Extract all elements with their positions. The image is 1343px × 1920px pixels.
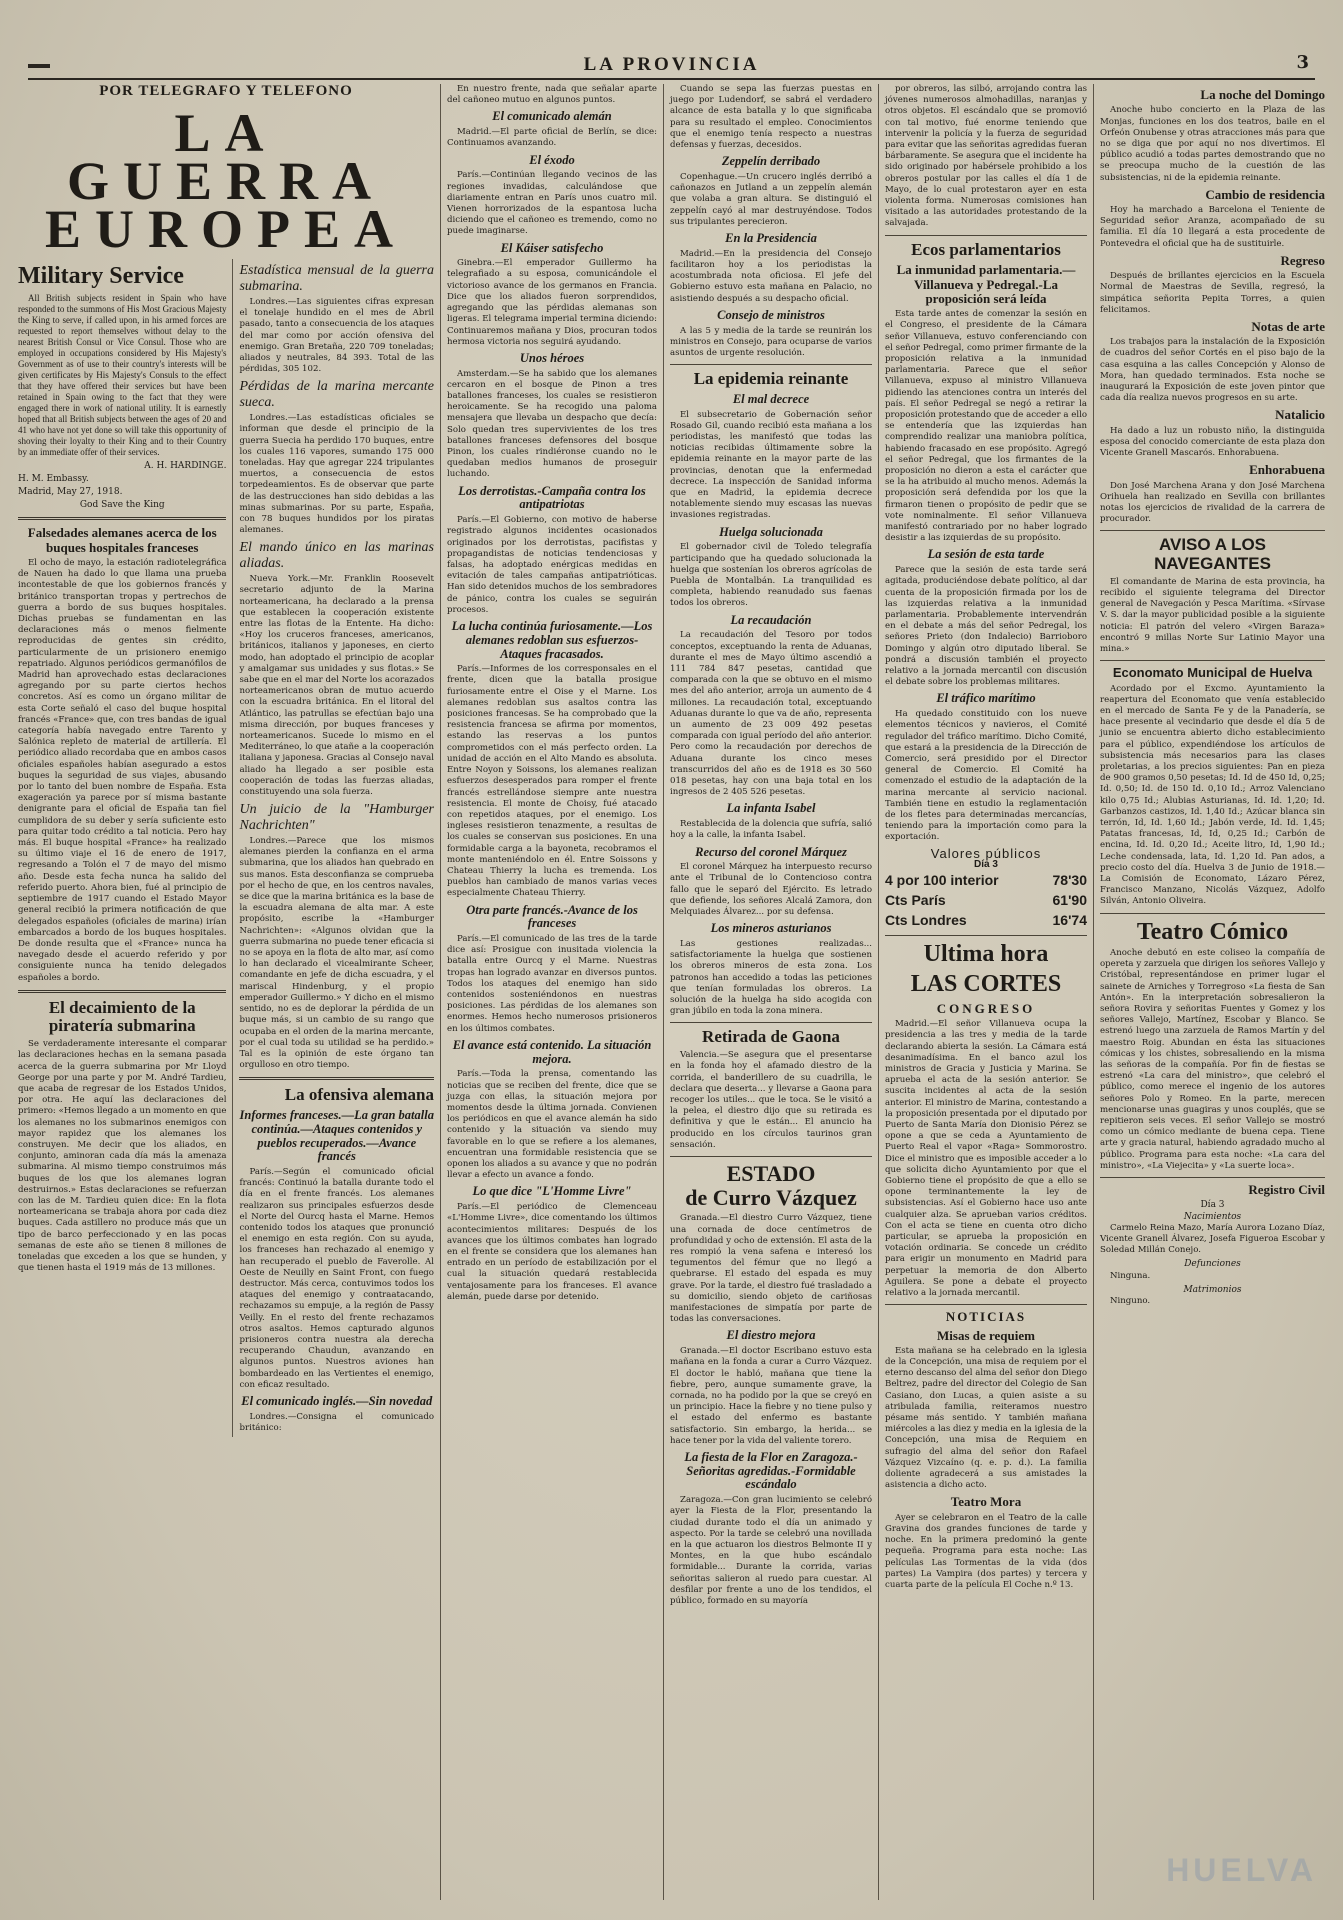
article-body: El gobernador civil de Toledo telegrafía participando que ha quedado solucionada la huelga que sostenían los obreros agrícolas de Puebla de Montalbán. La tranquilidad es completa, habiendo reanudado sus faenas todos los obreros. bbox=[670, 542, 872, 609]
article-body: La recaudación del Tesoro por todos conceptos, exceptuando la renta de Aduanas, durante el mes de Mayo último ascendió a 111 784 847 pesetas, cantidad que comparada con la que se obtuvo en el mismo mes del año anterior, arroja un aumento de 4 millones. La recaudación total, exceptuando Aduanas durante lo que va de año, representa un aumento de 23 009 492 pesetas comparada con igual período del año anterior. Pero como la recaudación por derechos de Aduana durante los cinco meses transcurridos del año es de 1918 es 30 560 018 pesetas, hay con una baja total en los ingresos de 2 405 526 pesetas. bbox=[670, 630, 872, 798]
divider bbox=[885, 1304, 1087, 1305]
divider bbox=[1100, 660, 1325, 661]
article-title: Consejo de ministros bbox=[717, 307, 825, 322]
article-body: All British subjects resident in Spain who have responded to the summons of His Most Gracious Majesty the King to serve, if called upon, in his armed forces are requested to report themselves without delay to the nearest British Consul or Vice Consul. Those who are employed in occupations considered by His Majesty's Government as of use to their country's interests will be given certificates by His Majesty's Consuls to the effect that they have offered their services but have been retained in Spain owing to the fact that they were engaged there in work of national utility. It is earnestly hoped that all British subjects between the ages of 20 and 41 who have not yet done so will take this opportunity of shoving their loyalty to their King and to their Country by an immediate offer of their services. bbox=[18, 292, 227, 457]
stock-values bbox=[885, 845, 1087, 930]
divider bbox=[1100, 1177, 1325, 1178]
stock-row bbox=[885, 870, 1087, 890]
article-title: Ecos parlamentarios bbox=[911, 239, 1061, 259]
article-title: Natalicio bbox=[1275, 407, 1325, 423]
article-body: Nueva York.—Mr. Franklin Roosevelt secretario adjunto de la Marina norteamericana, ha declarado a la prensa que establecen la cooperación existente entre las flotas de la Entente. Ha dicho: «Hoy los cruceros franceses, americanos, británicos, italianos y japoneses, en cierto modo, han adoptado el principio de acoplar y amalgamar sus unidades y sus flotas.» Se sabe que en el mar del Norte los acorazados norteamericanos obran de mutuo acuerdo con la escuadra británica. En el litoral del Atlántico, las patrullas se efectúan bajo una misma dirección, por buques franceses y norteamericanos. Sucede lo mismo en el Mediterráneo, lo que atañe a la cooperación italiana y japonesa. Gracias al Consejo naval aliado ha llegado a ser posible esta cooperación de todas las fuerzas aliadas, constituyendo una sola fuerza. bbox=[239, 574, 434, 798]
article-title-line1: ESTADO bbox=[726, 1160, 816, 1186]
section-kicker: POR TELEGRAFO Y TELEFONO bbox=[99, 84, 353, 99]
article-title: La epidemia reinante bbox=[693, 369, 849, 389]
article-title: La fiesta de la Flor en Zaragoza.-Señoritas agredidas.-Formidable escándalo bbox=[684, 1449, 858, 1492]
column-1b bbox=[233, 259, 434, 1437]
article-title: El comunicado alemán bbox=[492, 109, 612, 124]
article-title: En la Presidencia bbox=[725, 230, 817, 245]
stock-values-date: Día 3 bbox=[974, 858, 998, 870]
article-title: El mando único en las marinas aliadas. bbox=[239, 540, 434, 571]
article-title: El éxodo bbox=[529, 152, 575, 167]
article-title: Huelga solucionada bbox=[719, 524, 823, 539]
article-title: Regreso bbox=[1280, 252, 1325, 268]
registry-section: Defunciones bbox=[1184, 1259, 1241, 1270]
article-title: NOTICIAS bbox=[945, 1309, 1027, 1325]
article-body: Anoche debutó en este coliseo la compañía de opereta y zarzuela que dirigen los señores Vallejo y Cristóbal, representándose en primer lugar el sainete de Arniches y Torregroso «La fiesta de San Antón». En la interpretación sobresalieron la señora Rovira y señoritas Fuentes y Gomez y los señores Vallejo, Martínez, Escobar y Blanco. Se estrenó luego una zarzuela de Ramos Martín y del maestro Roig. Abundan en ésta las situaciones cómicas y los chistes, sobresaliendo en la misma las señoras de la compañía. Por fin de fiestas se estrenó «La cara del ministro», que celebró el público, como merece el ingenio de los autores señores Polo y Romeo. En la parte, merecen mencionarse unas guagiras y unos couplés, que se repitieron seis veces. El señor Vallejo se mostró como un cómico mediante de buena cepa. Tiene arte y gracia natural, habiendo agradado mucho al público. Programa para esta noche: «La cara del ministro», «La Viejecita» y «La suerte loca». bbox=[1100, 948, 1325, 1171]
article-body: París.—Según el comunicado oficial francés: Continuó la batalla durante todo el día en el frente francés. Los alemanes realizaron sus principales esfuerzos desde el Norte del Ourcq hasta el Marne. Hemos contenido todos los ataques que pronunció el enemigo en esta región. Con su ayuda, los franceses han rechazado al enemigo y han recuperado el pueblo de Faverolle. Al Oeste de Neuilly en Saint Front, con fuego destructor. Más cerca, contuvimos todos los ataques del enemigo y contraatacando, rechazamos su empuje, a la región de Passy Veilly. En el resto del frente rechazamos otros asaltos. Hemos capturado algunos prisioneros contra nuestra ala derecha recuperando Chaudun, avanzando en algunos puntos. Nuestros aviones han bombardeado en las Vertientes el enemigo, con eficaz resultado. bbox=[239, 1167, 434, 1390]
signature-office: H. M. Embassy. bbox=[18, 473, 89, 484]
column-3 bbox=[664, 84, 879, 1900]
article-body: El ocho de mayo, la estación radiotelegráfica de Nauen ha dado lo que llama una prueba incontestable de que los gobiernos francés y británico transportan tropas y pertrechos de guerra a bordo de sus buques hospitales. Dichas pruebas se fundamentan en las declaraciones más o menos fielmente reproducidas de gentes sin crédito, particularmente de un prisionero enemigo repatriado. Algunos periódicos germanófilos de Madrid han aprovechado estas declaraciones agregando por su parte ciertos hechos concretos. Así es como un órgano militar de esta Corte señaló el caso del buque hospital francés «France» que, con tres bandas de igual categoría había navegado entre Tarento y Salónica repleto de material de artillería. El periódico aliado recordaba que en ambos casos oficiales españoles habían asegurado a estos buques la seguridad de sus viajes, abusando por lo tanto del buen nombre de España. Esta exageración ya parece por sí misma bastante denigrante para el oficial de España tan fiel cumplidora de su deber y sería suficiente esto para quitar todo crédito a tal noticia. Pero hay más. El buque hospital «France» ha realizado su último viaje el 16 de enero de 1917, regresando a Tolón el 7 de mayo del mismo año. Desde esta fecha nunca ha salido del referido puerto. Ahora bien, fué al principio de septiembre de 1917 cuando el Estado Mayor general recibió la primera notificación de que delegados españoles (oficiales de marina) irían embarcados a bordo de los buques hospitales. De donde resulta que el «France» nunca ha navegado desde el acuerdo referido y por consiguiente nunca ha tenido delegados españoles a bordo. bbox=[18, 558, 227, 983]
article-title: La ofensiva alemana bbox=[284, 1085, 434, 1105]
article-body: París.—Informes de los corresponsales en el frente, dicen que la batalla prosigue furiosamente entre el Oise y el Marne. Los alemanes redoblan sus asaltos contra las posiciones francesas. Se ha comprobado que la resistencia francesa se afirma por momentos, estando las reservas a los puntos comprometidos con el más perfecto orden. La unidad de acción en el Alto Mando es absoluta. Entre Noyon y Soissons, los alemanes realizan esfuerzos desesperados para romper el frente francés estrellándose siempre ante nuestra resistencia. El monte de Choisy, fué atacado con repetidos ataques, por el enemigo. Los ingleses resistieron tenazmente, a resultas de los cuales se conservan sus posiciones. En una formidable carga a la bayoneta, recobramos el monte manteniéndolo en él. Entre Soissons y Chateau Thierry la lucha es tremenda. Los pueblos han cambiado de manos varias veces especialmente Chateau Thierry. bbox=[447, 664, 657, 899]
article-body: Copenhague.—Un crucero inglés derribó a cañonazos en Jutland a un zeppelín alemán que volaba a gran altura. Se distinguió el zeppelín cayó al mar destruyéndose. Todos sus tripulantes perecieron. bbox=[670, 171, 872, 227]
column-2 bbox=[441, 84, 664, 1900]
article-title: Falsedades alemanes acerca de los buques hospitales franceses bbox=[27, 525, 217, 555]
article-title: Zeppelín derribado bbox=[721, 154, 821, 169]
article-body: Cuando se sepa las fuerzas puestas en juego por Ludendorf, se sabrá el verdadero alcance de esta batalla y lo que significaba para su resultado el empleo. Conocimientos que el enemigo tenía respecto a nuestras defensas y fuerzas, decesidos. bbox=[670, 84, 872, 151]
article-body: Valencia.—Se asegura que el presentarse en la fonda hoy el afamado diestro de la corrida, el banderillero de su cuadrilla, le declara que deserta... y llevarse a Gaona para recoger los utiles... que le toca. Se le visitó a la pelea, el diestro dijo que su retirada es definitiva y que le están... El anuncio ha producido en los círculos taurinos gran sensación. bbox=[670, 1050, 872, 1150]
columns bbox=[12, 84, 1331, 1900]
divider bbox=[670, 364, 872, 365]
article-body: Parece que la sesión de esta tarde será agitada, produciéndose debate político, al dar cuenta de la proposición firmada por los de las izquierdas relativa a la inmunidad parlamentaria. Probablemente intervendrán en el debate a más del señor Pedregal, los señores Prieto (don Indalecio) Barrioboro Domingo y algún otro diputado liberal. Se pondrá a discusión también el proyecto relativo a la jornada mercantil con discusión el debate sobre los problemas militares. bbox=[885, 565, 1087, 688]
stock-row bbox=[885, 890, 1087, 910]
divider bbox=[18, 990, 226, 993]
article-title: AVISO A LOS NAVEGANTES bbox=[1154, 535, 1271, 574]
article-title: Military Service bbox=[18, 263, 184, 290]
article-title: Otra parte francés.-Avance de los franceses bbox=[466, 902, 638, 931]
article-body: El coronel Márquez ha interpuesto recurso ante el Tribunal de lo Contencioso contra fallo que le separó del Ejército. Es letrado que defiende, los señores Alcalá Zamora, don Melquiades Álvarez... por su defensa. bbox=[670, 862, 872, 918]
article-title: Economato Municipal de Huelva bbox=[1112, 665, 1313, 681]
divider bbox=[670, 1022, 872, 1023]
article-body: París.—El comunicado de las tres de la tarde dice así: Prosigue con inusitada violencia la batalla entre Ourcq y el Marne. Nuestras tropas han logrado avanzar en diversos puntos. Todos los ataques del enemigo han sido contenidos sosteniéndonos en nuestras posiciones. Las pérdidas de los alemanes son enormes. Hemos hecho numerosos prisioneros en los últimos combates. bbox=[447, 934, 657, 1034]
registry-section: Nacimientos bbox=[1183, 1211, 1242, 1222]
main-headline-line2: EUROPEA bbox=[44, 199, 407, 260]
masthead bbox=[28, 52, 1315, 80]
article-title: Unos héroes bbox=[519, 350, 585, 365]
stock-row bbox=[885, 910, 1087, 930]
article-body: El subsecretario de Gobernación señor Rosado Gil, cuando recibió esta mañana a los periodistas, les manifestó que todas las noticias recibidas últimamente sobre la epidemia reinante en la mayor parte de las provincias, denotan que la enfermedad decrece. La inspección de Sanidad informa que en Madrid, la epidemia decrece notablemente siendo muy escasas las nuevas invasiones registradas. bbox=[670, 409, 872, 521]
stock-label: Cts Londres bbox=[885, 912, 967, 929]
article-subtitle: LAS CORTES bbox=[910, 971, 1062, 998]
paper-name: LA PROVINCIA bbox=[583, 54, 760, 75]
article-body: Ninguno. bbox=[1110, 1296, 1151, 1306]
article-body: Madrid.—En la presidencia del Consejo facilitaron hoy a los periodistas la acostumbrada nota oficiosa. El jefe del Gobierno estuvo esta mañana en Palacio, no asistiendo después a su despacho oficial. bbox=[670, 248, 872, 304]
main-headline-line1: LA GUERRA bbox=[66, 103, 385, 212]
article-title: Cambio de residencia bbox=[1205, 186, 1325, 202]
article-title: Registro Civil bbox=[1248, 1182, 1325, 1198]
article-body: Esta mañana se ha celebrado en la iglesia de la Concepción, una misa de requiem por el eterno descanso del alma del señor don Diego Beltrez, padre del director del Colegio de San Casiano, don Lucas, a quien asiste a su atribulada familia, reiteramos nuestro pésame más sentido. Y también mañana miércoles a las diez y media en la iglesia de la Concepción, una misa de Requiem en sufragio del alma del señor don Rafael Vázquez Vizcaíno (q. e. p. d.). La familia doliente agradecerá a sus amistades la asistencia a dicho acto. bbox=[885, 1345, 1087, 1491]
article-title-line2: de Curro Vázquez bbox=[685, 1185, 857, 1211]
archive-watermark: HUELVA bbox=[1166, 1852, 1317, 1888]
article-title: La sesión de esta tarde bbox=[927, 547, 1045, 562]
page-number: 3 bbox=[1296, 52, 1309, 73]
article-body: París.—Continúan llegando vecinos de las regiones invadidas, calculándose que diariamente entran en París unos cuatro mil. Vienen horrorizados de la espantosa lucha diciendo que el cañoneo es tremendo, como no puede imaginarse. bbox=[447, 170, 657, 237]
article-title: Ultima hora bbox=[923, 941, 1049, 968]
article-body: Ayer se celebraron en el Teatro de la calle Gravina dos grandes funciones de tarde y noche. En la primera predominó la gente pequeña. Programa para esta noche: Las películas Las Tormentas de la vida (dos partes) La Vampira (dos partes) y tercera y cuarta parte de la película El Coche n.º 13. bbox=[885, 1512, 1087, 1590]
divider bbox=[670, 1156, 872, 1157]
article-body: Acordado por el Excmo. Ayuntamiento la reapertura del Economato que venía establecido en el mercado de Santa Fe y de la Panadería, se hace presente al vecindario que desde el día 5 de junio se encuentra abierto dicho establecimiento para el público, expendiéndose los artículos de subsistencia más necesarios para las clases proletarias, a los precios siguientes: Pan en pieza de 900 gramos 0,50 pesetas; Id. Id de 450 Id, 0,25; Id. 0,50; Id. de 150 Id. 0,10 Id.; Arroz Valenciano kilo 0,75 Id.; Alubias Asturianas, Id. Id. 1,20; Id. Garbanzos castizos, Id. 1,40 Id.; Azúcar blanca sin terrón, Id, Id. 1,60 Id.; Jabón verde, Id. Id. 1,45; Patatas francesas, Id, Id, 0,25 Id.; Carbón de encina, Id. Id. 0,20 Id.; Aceite litro, Id, 1,90 Id.; Leche condensada, lata, Id. 1,20 Id. Pan ados, a precio costo del día. Huelva 3 de Junio de 1918.—La Comisión de Economato, Lázaro Pérez, Francisco Manzano, Nicolás Vázquez, Adolfo Silván, Antonio Oliveira. bbox=[1100, 683, 1325, 907]
masthead-rule bbox=[28, 64, 50, 68]
article-body: Londres.—Consigna el comunicado británico: bbox=[239, 1411, 434, 1434]
divider bbox=[18, 517, 226, 520]
article-body: En nuestro frente, nada que señalar aparte del cañoneo mutuo en algunos puntos. bbox=[447, 84, 657, 106]
article-title: Estadística mensual de la guerra submarina. bbox=[239, 263, 434, 294]
column-1a bbox=[18, 259, 233, 1437]
divider bbox=[1100, 530, 1325, 531]
article-body: Ginebra.—El emperador Guillermo ha telegrafiado a su esposa, comunicándole el victorioso avance de los germanos en Francia. Dice que los aliados fueron sorprendidos, agregando que las pérdidas alemanas son ligeras. El telegrama imperial termina diciendo: Continuaremos mañana y Dios, procuran todos hermosa victoria nos seguirá ayudando. bbox=[447, 258, 657, 347]
article-body: París.—Toda la prensa, comentando las noticias que se reciben del frente, dice que se juzga con ellas, la situación mejora por momentos desde la última jornada. Convienen los periódicos en que el avance alemán ha sido contenido y la situación va siendo muy favorable en lo que se refiere a los alemanes, encuentran una formidable resistencia que se oponen los aliados a su avance y que no podrán llevar a efecto un avance a fondo. bbox=[447, 1069, 657, 1181]
stock-value: 16'74 bbox=[1052, 912, 1087, 929]
article-body: El comandante de Marina de esta provincia, ha recibido el siguiente telegrama del Director general de Navegación y Pesca Marítima. «Sírvase V. S. dar la mayor publicidad posible a la siguiente noticia: El patrón del velero «Virgen Baraza» encontró 9 millas Norte Sur Latinio Mayor una mina.» bbox=[1100, 576, 1325, 655]
signature-date: Madrid, May 27, 1918. bbox=[18, 487, 123, 497]
divider bbox=[885, 935, 1087, 936]
article-body: Ha dado a luz un robusto niño, la distinguida esposa del conocido comerciante de esta plaza don Vicente Granell Mascarós. Enhorabuena. bbox=[1100, 425, 1325, 459]
article-title: El Káiser satisfecho bbox=[500, 240, 604, 255]
divider bbox=[1100, 913, 1325, 914]
article-title: La infanta Isabel bbox=[726, 801, 816, 816]
article-title: Teatro Mora bbox=[950, 1494, 1022, 1510]
article-body: Carmelo Reina Mazo, María Aurora Lozano Díaz, Vicente Granell Álvarez, Josefa Figueroa Escobar y Soledad Millán Conejo. bbox=[1100, 1222, 1325, 1256]
article-title: La noche del Domingo bbox=[1200, 87, 1325, 102]
article-body: Esta tarde antes de comenzar la sesión en el Congreso, el presidente de la Cámara señor Villanueva, estuvo conferenciando con el señor Pedregal, como primer firmante de la proposición relativa a la inmunidad parlamentaria. Parece que el señor Villanueva, expuso al ministro Villanueva pidiendo las atenciones contra un interés del país. El señor Pedregal se negó a retirar la proposición protestando que de acceder a ello se entendería que las izquierdas han comprendido realizar una maniobra política, habiendo fracasado en ese propósito. Agregó el señor Pedregal, que los firmantes de la proposición no dieron a esta el carácter que se la ha atribuido al mucho menos. Además la proposición será defendida por los que la firmaron tienen o propósito de pedir que se vote nominalmente. El señor Villanueva manifestó contrariado por no haber logrado desistir a las izquierdas de su propósito. bbox=[885, 309, 1087, 544]
article-title: Lo que dice "L'Homme Livre" bbox=[472, 1184, 632, 1199]
article-body: Amsterdam.—Se ha sabido que los alemanes cercaron en el bosque de Pinon a tres batallones franceses, los cuales se resistieron heroicamente. Se ha recogido una paloma mensajera que llevaba un despacho que decía: Solo quedan tres supervivientes de los tres batallones franceses defensores del bosque Pinon, los cuales rindiéronse cuando no le quedaban medios humanos de proseguir luchando. bbox=[447, 368, 657, 480]
divider bbox=[885, 235, 1087, 236]
article-body: Don José Marchena Arana y don José Marchena Orihuela han realizado en Sevilla con brillantes notas los ejercicios de rivalidad de la carrera de procurador. bbox=[1100, 480, 1325, 525]
article-subtitle: El mal decrece bbox=[732, 391, 810, 406]
article-body: París.—El periódico de Clemenceau «L'Homme Livre», dice comentando los últimos acontecimientos militares: Después de los avances que los últimos combates han logrado en el frente se considera que los alemanes han entrado en un período de estabilización por el cual la situación quedará restablecida ventajosamente para los franceses. El avance alemán, puede darse por detenido. bbox=[447, 1202, 657, 1302]
article-body: Ha quedado constituido con los nueve elementos técnicos y navieros, el Comité regulador del tráfico marítimo. Dicho Comité, que estará a la presidencia de la Dirección de Comercio, será presidido por el Director general de Comercio. El Comité ha comenzado el estudio de la adaptación de la marina mercante al servicio nacional. También tiene en estudio la reglamentación de los fletes para determinadas mercancías, teniendo para la importación como para la exportación. bbox=[885, 709, 1087, 843]
stock-label: 4 por 100 interior bbox=[885, 872, 999, 889]
main-headline bbox=[18, 103, 434, 260]
column-5 bbox=[1094, 84, 1331, 1900]
article-body: Restablecida de la dolencia que sufría, salió hoy a la calle, la infanta Isabel. bbox=[670, 819, 872, 841]
registry-section: Matrimonios bbox=[1183, 1284, 1242, 1295]
article-body: Madrid.—El parte oficial de Berlín, se dice: Continuamos avanzando. bbox=[447, 127, 657, 149]
article-title: La lucha continúa furiosamente.—Los alemanes redoblan sus esfuerzos-Ataques fracasados. bbox=[451, 619, 653, 661]
article-title: El tráfico marítimo bbox=[936, 691, 1036, 706]
article-body: Londres.—Las siguientes cifras expresan el tonelaje hundido en el mes de Abril pasado, tanto a consecuencia de los ataques del mar como por acción ofensiva del enemigo. Gran Bretaña, 220 709 toneladas; aliados y neutrales, 84 393. Total de las pérdidas, 305 102. bbox=[239, 296, 434, 375]
article-body: por obreros, las silbó, arrojando contra las jóvenes numerosos almohadillas, naranjas y otros objetos. El escándalo que se promovió con tal motivo, fué enorme teniendo que intervenir la policía y la fuerza de seguridad para evitar que las señoritas agredidas fueran bárbaramente. Se asegura que el incidente ha sido originado por habérsele prohibido a los obreros postular por las calles el día 1 de Mayo, de lo cual protestaron ayer en esta violenta forma. Numerosas comisiones han visitado a las autoridades protestando de la salvajada. bbox=[885, 84, 1087, 229]
article-title: Los derrotistas.-Campaña contra los antipatriotas bbox=[458, 483, 646, 512]
article-title: Enhorabuena bbox=[1249, 462, 1325, 478]
article-subtitle: Misas de requiem bbox=[937, 1327, 1035, 1343]
article-title: El decaimiento de la piratería submarina bbox=[48, 997, 196, 1036]
article-title: Pérdidas de la marina mercante sueca. bbox=[239, 379, 434, 410]
article-body: Hoy ha marchado a Barcelona el Teniente de Seguridad señor Aranza, acompañado de su familia. El día 10 llegará a esta procedente de Pontevedra el oficial que ha de sustituirle. bbox=[1100, 205, 1325, 249]
article-subtitle: Informes franceses.—La gran batalla continúa.—Ataques contenidos y pueblos recuperados.—Avance francés bbox=[239, 1108, 434, 1164]
article-title: Retirada de Gaona bbox=[702, 1027, 840, 1047]
article-title: Un juicio de la "Hamburger Nachrichten" bbox=[239, 802, 434, 833]
article-body: Después de brillantes ejercicios en la Escuela Normal de Maestras de Sevilla, regresó, la simpática señorita Pepita Torres, a quien felicitamos. bbox=[1100, 271, 1325, 315]
article-title: El comunicado inglés.—Sin novedad bbox=[241, 1394, 433, 1409]
column-1 bbox=[12, 84, 441, 1900]
article-body: Madrid.—El señor Villanueva ocupa la presidencia a las tres y media de la tarde declarando abierta la sesión. La Cámara está desanimadísima. En el banco azul los ministros de Gracia y Justicia y Marina. Se aprueba el acta de la sesión anterior. Se suscita incidentes al acta de la sesión anterior. El ministro de Marina, contestando a la proposición presentada por el diputado por Puerto de Santa María don Dionisio Pérez se opone a que se ceda a Ayuntamiento de Puerto Real el vapor «Raga» Sommorostro. Dice el ministro que es imposible acceder a lo que solicita dicho Ayuntamiento por que el Gobierno tiene el propósito de que a ello se opone terminantemente la ley de subsistencias. Así el Gobierno hace uso ante cualquier alza. Se aprueban varios créditos. Con el acta se tiene en cuenta otro dicho particular, se aprueba la proposición en votación ordinaria. Se concede un crédito para erigir un monumento en Madrid para perpetuar la memoria de don Alberto Aguilera. Se pone a debate el proyecto relativo a la jornada mercantil. bbox=[885, 1019, 1087, 1299]
article-title bbox=[670, 1162, 872, 1210]
article-title: Los mineros asturianos bbox=[710, 921, 832, 936]
stock-values-title: Valores públicos bbox=[930, 845, 1042, 861]
article-title: Recurso del coronel Márquez bbox=[695, 844, 847, 859]
article-title: Notas de arte bbox=[1251, 318, 1325, 334]
signature: A. H. HARDINGE. bbox=[144, 460, 227, 471]
article-title: El avance está contenido. La situación mejora. bbox=[452, 1037, 652, 1066]
stock-label: Cts París bbox=[885, 892, 946, 909]
article-body: Los trabajos para la instalación de la Exposición de cuadros del señor Cortés en el piso bajo de la casa esquina a las calles Concepción y Alonso de Mora, han quedado terminados. Esta noche se inaugurará la Exposición de este joven pintor que cada día realiza nuevos progresos en su arte. bbox=[1100, 337, 1325, 404]
divider bbox=[239, 1077, 434, 1080]
signature-closing: God Save the King bbox=[79, 500, 165, 511]
article-body: Londres.—Parece que los mismos alemanes pierden la confianza en el arma submarina, que los aliados han quebrado en sus manos. Esta desconfianza se comprueba por el hecho de que, en los centros navales, se dice que la marina británica es la base de la escuadra alemana de alta mar. A este propósito, escribe la «Hamburger Nachrichten»: «Algunos olvidan que la guerra submarina no puede tener eficacia si no se apoya en la flota de alto mar, así como lo han declarado el vicealmirante Scheer, comandante en jefe de dicha escuadra, y el mariscal Hindenburg, y el propio emperador Guillermo.» Y dicho en el mismo sentido, no es de deplorar la pérdida de un buque más, si un cambio de su rango que ocupaba en el orden de la marina mercante, por el cual toda su utilidad se ha perdido.» Tal es la opinión de este órgano tan orgulloso en otro tiempo. bbox=[239, 836, 434, 1071]
article-body: Granada.—El diestro Curro Vázquez, tiene una cornada de doce centímetros de profundidad y ocho de extensión. El asta de la res rompió la vena safena e interesó los tegumentos del fémur que no llegó a quebrarse. El estado del espada es muy grave. Por la tarde, el diestro fué trasladado a su domicilio, siendo objeto de cariñosas manifestaciones de simpatía por parte de todas las conversaciones. bbox=[670, 1213, 872, 1325]
article-body: Anoche hubo concierto en la Plaza de las Monjas, funciones en los dos teatros, baile en el Orfeón Onubense y otras atracciones más para que no se diga que por aquí no nos divertimos. El público acudió a todas partes demostrando que no se preocupa mucho de la cuestión de las subsistencias, ni de la epidemia reinante. bbox=[1100, 105, 1325, 183]
article-title: Teatro Cómico bbox=[1136, 918, 1289, 945]
article-body: Las gestiones realizadas... satisfactoriamente la huelga que sostienen los obreros mineros de esta zona. Los patronos han accedido a todas las peticiones que tenían formuladas los obreros. La solución de la huelga ha sido acogida con gran júbilo en toda la zona minera. bbox=[670, 939, 872, 1017]
stock-value: 61'90 bbox=[1052, 892, 1087, 909]
article-title: La recaudación bbox=[730, 612, 812, 627]
registry-date: Día 3 bbox=[1200, 1200, 1225, 1211]
article-body: Zaragoza.—Con gran lucimiento se celebró ayer la Fiesta de la Flor, presentando la ciudad durante todo el día un animado y aspecto. Por la tarde se celebró una novillada en la que actuaron los diestros Belmonte II y Montes, en la que hubo escándalo formidable... Durante la corrida, varias señoritas salieron al ruedo para cuestar. Al desfilar por frente a uno de los tendidos, el público, formado en su mayoría bbox=[670, 1495, 872, 1607]
article-body: París.—El Gobierno, con motivo de haberse registrado algunos incidentes ocasionados originados por los derrotistas, pacifistas y propagandistas de noticias tendenciosas y falsas, ha adoptado enérgicas medidas en evitación de tales campañas antipatrióticas. Han sido detenidos muchos de los sembradores de pánico, contra los cuales se seguirán procesos. bbox=[447, 515, 657, 615]
article-subtitle: La inmunidad parlamentaria.— Villanueva y Pedregal.-La proposición será leída bbox=[896, 262, 1076, 306]
article-body: Ninguna. bbox=[1110, 1270, 1151, 1281]
article-body: A las 5 y media de la tarde se reunirán los ministros en Consejo, para ocuparse de varios asuntos de urgente resolución. bbox=[670, 325, 872, 358]
stock-value: 78'30 bbox=[1052, 872, 1087, 889]
article-body: Se verdaderamente interesante el comparar las declaraciones hechas en la semana pasada acerca de la guerra submarina por Mr Lloyd George por una parte y por M. André Tardieu, que acaba de regresar de los Estados Unidos, por otra. He aquí las declaraciones del primero: «Hemos llegado a un momento en que los alemanes no los submarinos enemigos con mayor rapidez que los alemanes los construyen. Me decir que los aliados, en conjunto, aminoran cada día más la amenaza submarina. Al mismo tiempo construimos más buques de los que los alemanes logran destruirnos.» Estas declaraciones se refuerzan con las de M. Tardieu quien dice: En la flota norteamericana se trabaja ahora por cada diez buques. Cada astillero no produce más que un tipo de barco perfeccionado y en las pocas semanas de este año se tienen 8 millones de toneladas que exceden a los que se hunden, y que tienen hasta el 1919 más de 13 millones. bbox=[18, 1039, 227, 1274]
column-4 bbox=[879, 84, 1094, 1900]
article-body: Granada.—El doctor Escribano estuvo esta mañana en la fonda a curar a Curro Vázquez. El doctor le habló, mañana que tiene la fiebre, pero, aunque sumamente grave, la cornada, no ha podido por la que se creyó en un principio. Hace la fiebre y no tiene pulso y el estado del enfermo es bastante satisfactorio. Sin embargo, la herida... se hace tener por la vida del valiente torero. bbox=[670, 1346, 872, 1446]
article-subtitle: CONGRESO bbox=[936, 1000, 1036, 1016]
article-body: Londres.—Las estadísticas oficiales se informan que desde el principio de la guerra Suecia ha perdido 170 buques, entre los cuales 116 vapores, sumando 175 000 toneladas. Hay que agregar 224 tripulantes muertos, a consecuencia de estos torpedeamientos. Es de observar que parte de las destrucciones han sido debidas a las minas submarinas. Por su parte, España, con 78 buques hundidos por los piratas alemanes. bbox=[239, 413, 434, 536]
article-title: El diestro mejora bbox=[726, 1328, 816, 1343]
column-1-split bbox=[18, 259, 434, 1437]
